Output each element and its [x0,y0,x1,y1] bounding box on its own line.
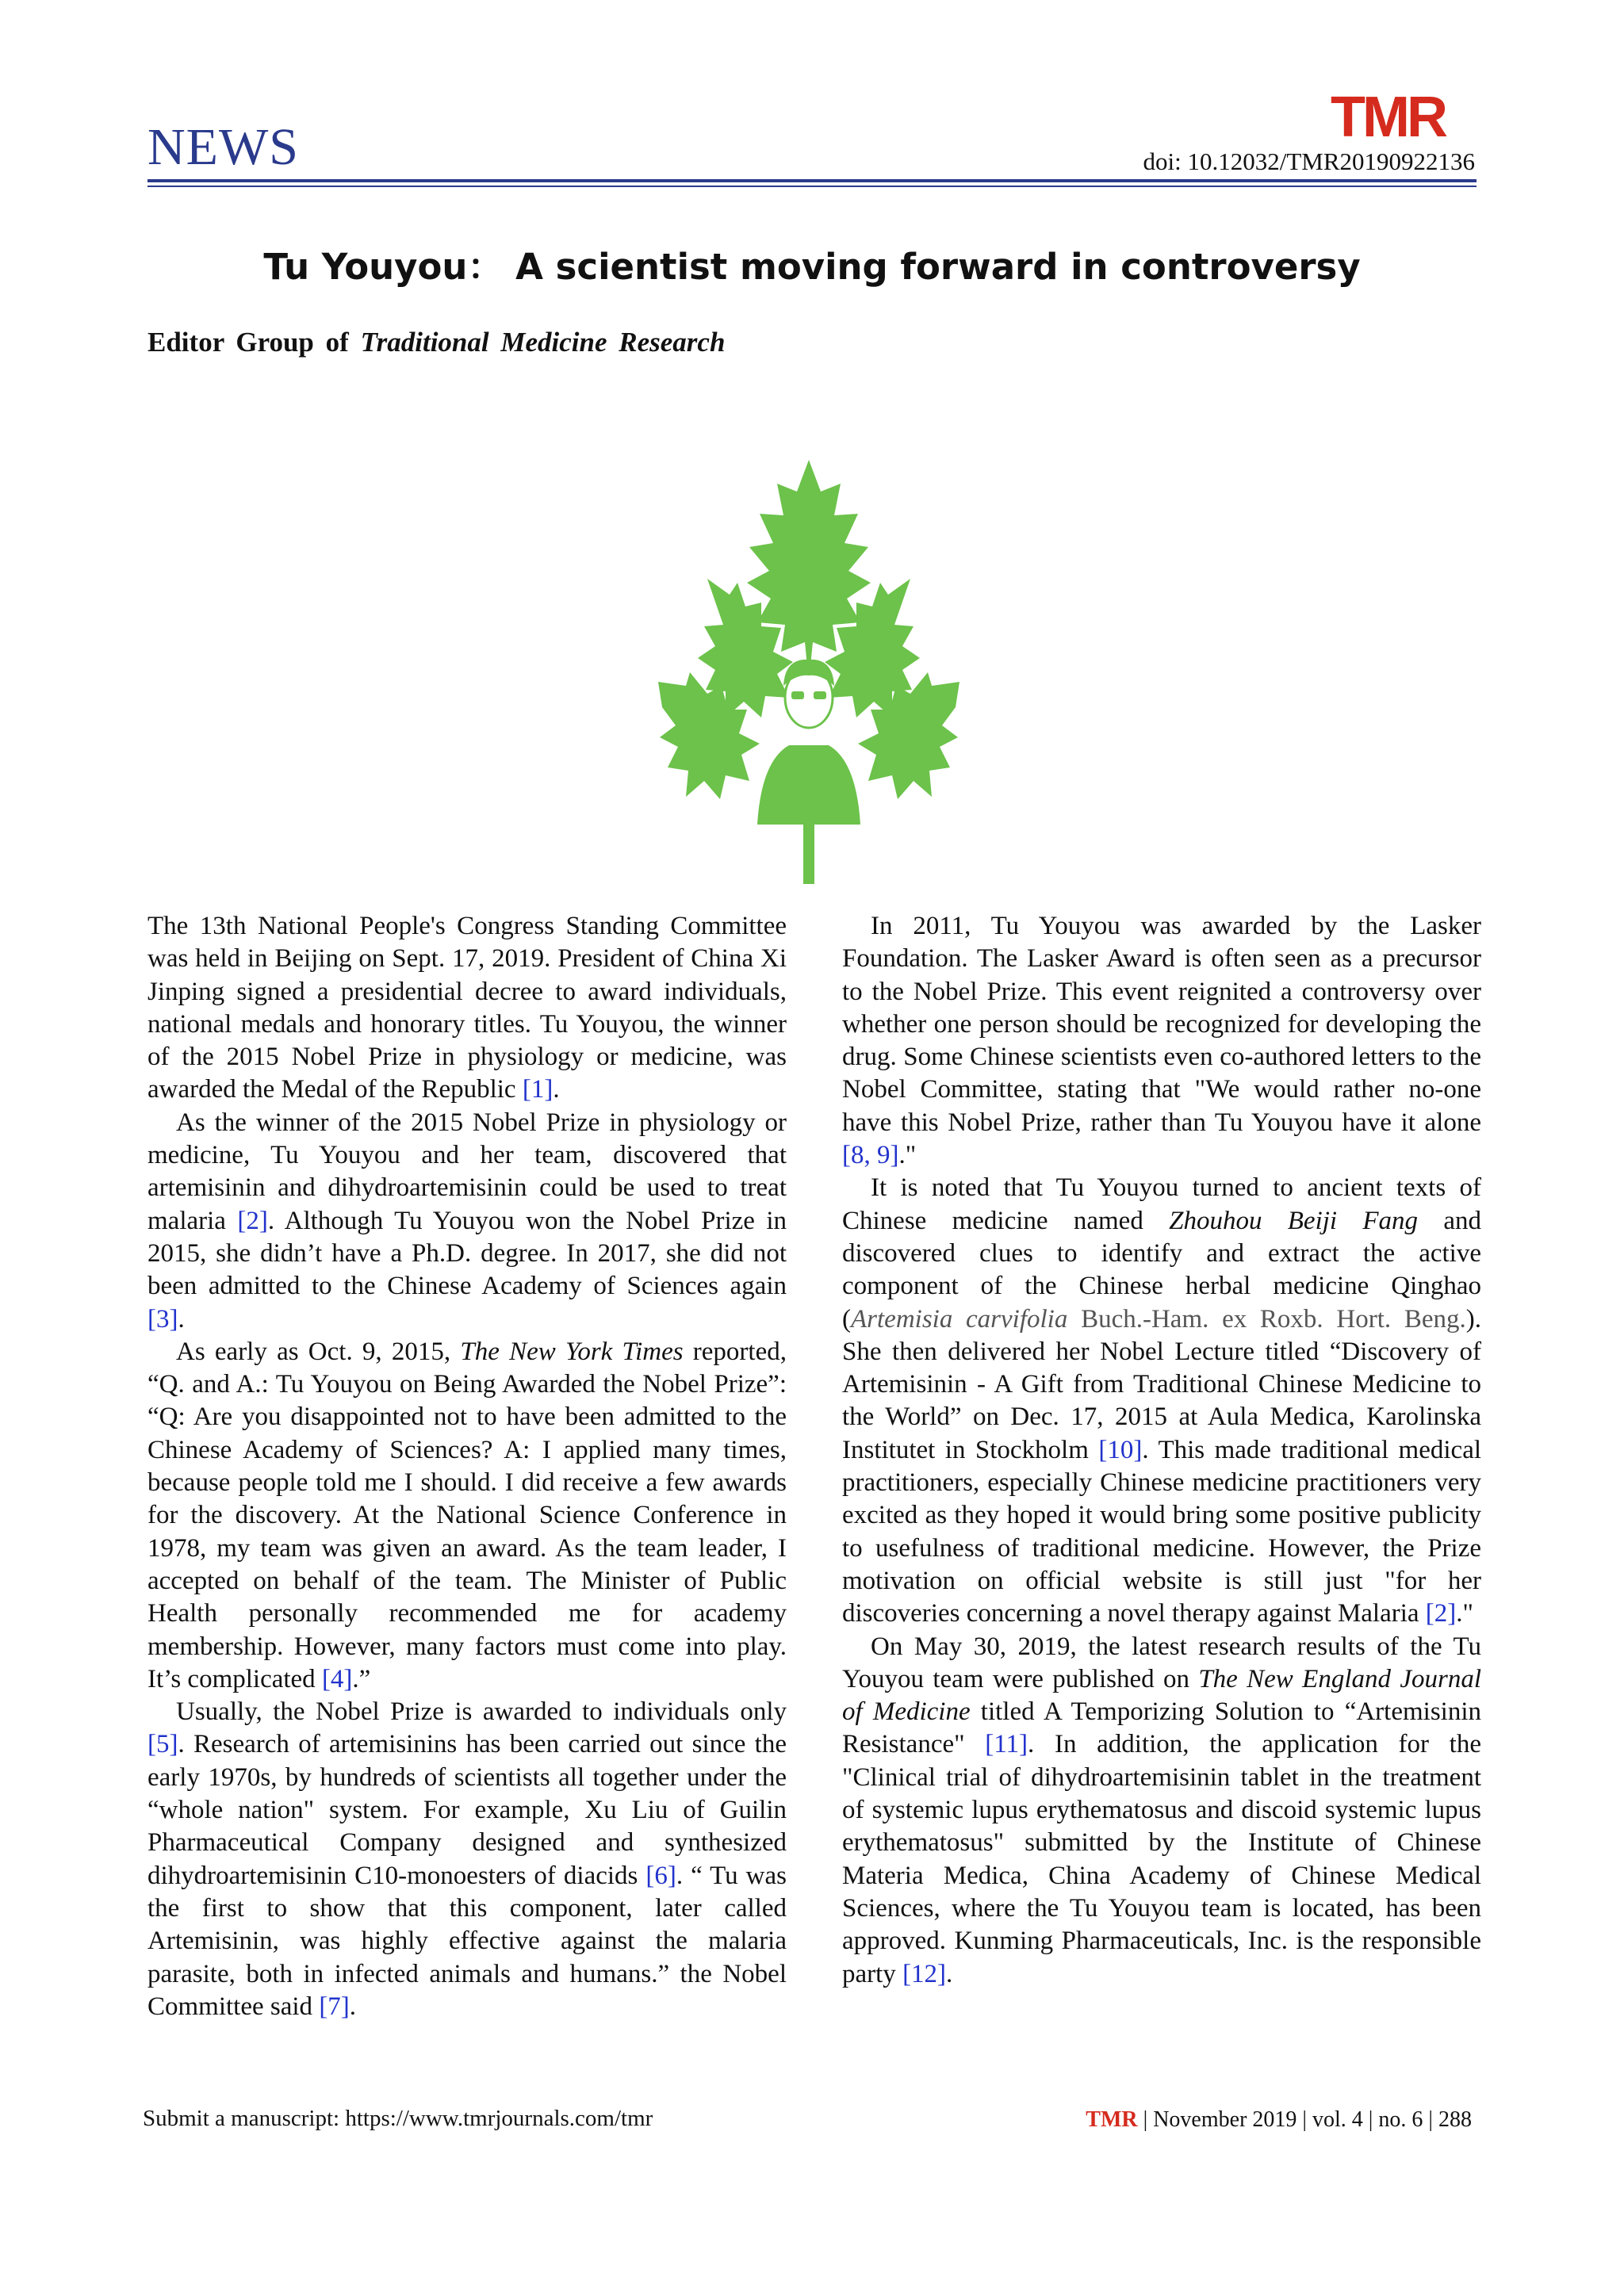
left-column [147,910,787,2023]
doi: doi: 10.12032/TMR20190922136 [1143,147,1475,175]
paragraph: The 13th National People's Congress Standing Committee was held in Beijing on Sept. 17, 2019. President of China Xi Jinping signed a presidential decree to award individuals, national medals and honorary titles. Tu Youyou, the winner of the 2015 Nobel Prize in physiology or medicine, was awarded the Medal of the Republic [1]. [147,912,787,1104]
byline-prefix: Editor Group of [147,327,349,358]
footer-submit-link[interactable]: Submit a manuscript: https://www.tmrjournals.com/tmr [143,2106,653,2131]
paragraph: As early as Oct. 9, 2015, The New York Times reported, “Q. and A.: Tu Youyou on Being Awarded the Nobel Prize”: “Q: Are you disappointed not to have been admitted to the Chinese Academy of Sciences? A: I applied many times, because people told me I should. I did receive a few awards for the discovery. At the National Science Conference in 1978, my team was given an award. As the team leader, I accepted on behalf of the team. The Minister of Public Health personally recommended me for academy membership. However, many factors must come into play. It’s complicated [4].” [147,1337,787,1693]
citation-link[interactable]: [3] [147,1304,178,1334]
paragraph: On May 30, 2019, the latest research results of the Tu Youyou team were published on The New England Journal of Medicine titled A Temporizing Solution to “Artemisinin Resistance" [11]. In addition, the application for the "Clinical trial of dihydroartemisinin tablet in the treatment of systemic lupus erythematosus and discoid systemic lupus erythematosus" submitted by the Institute of Chinese Materia Medica, China Academy of Chinese Medical Sciences, where the Tu Youyou team is located, has been approved. Kunming Pharmaceuticals, Inc. is the responsible party [12]. [842,1632,1481,1988]
tmr-logo[interactable] [1308,89,1467,144]
citation-link[interactable]: [2] [1425,1599,1457,1628]
leaf-stem [803,817,814,884]
citation-link[interactable]: [4] [321,1664,353,1693]
leaf-portrait-illustration [650,444,967,888]
section-label: NEWS [147,118,299,176]
header-rule [147,179,1477,182]
footer-journal: TMR [1086,2107,1138,2132]
citation-link[interactable]: [7] [319,1992,350,2021]
portrait-glasses-right [814,691,826,699]
citation-link[interactable]: [12] [902,1959,947,1988]
citation-link[interactable]: [10] [1098,1435,1143,1464]
citation-link[interactable]: [2] [237,1206,268,1235]
paragraph: As the winner of the 2015 Nobel Prize in physiology or medicine, Tu Youyou and her team, discovered that artemisinin and dihydroartemisinin could be used to treat malaria [2]. Although Tu Youyou won the Nobel Prize in 2015, she didn’t have a Ph.D. degree. In 2017, she did not been admitted to the Chinese Academy of Sciences again [3]. [147,1108,787,1334]
citation-link[interactable]: [8, 9] [842,1141,899,1170]
byline [147,327,725,358]
paragraph: It is noted that Tu Youyou turned to ancient texts of Chinese medicine named Zhouhou Beiji Fang and discovered clues to identify and extract the active component of the Chinese herbal medicine Qinghao (Artemisia carvifolia Buch.-Ham. ex Roxb. Hort. Beng.). She then delivered her Nobel Lecture titled “Discovery of Artemisinin - A Gift from Traditional Chinese Medicine to the World” on Dec. 17, 2015 at Aula Medica, Karolinska Institutet in Stockholm [10]. This made traditional medical practitioners, especially Chinese medicine practitioners very excited as they hoped it would bring some positive publicity to usefulness of traditional medicine. However, the Prize motivation on official website is still just "for her discoveries concerning a novel therapy against Malaria [2]." [842,1173,1482,1628]
citation-link[interactable]: [5] [147,1730,178,1759]
footer-issue-info [1086,2107,1472,2133]
right-column [842,910,1481,1991]
paragraph: Usually, the Nobel Prize is awarded to individuals only [5]. Research of artemisinins has been carried out since the early 1970s, by hundreds of scientists all together under the “whole nation" system. For example, Xu Liu of Guilin Pharmaceutical Company designed and synthesized dihydroartemisinin C10-monoesters of diacids [6]. “ Tu was the first to show that this component, later called Artemisinin, was highly effective against the malaria parasite, both in infected animals and humans.” the Nobel Committee said [7]. [147,1697,787,2021]
tmr-logo-text: TMR [1331,89,1445,144]
header-rule-thin [147,186,1477,187]
citation-link[interactable]: [11] [985,1730,1028,1759]
citation-link[interactable]: [1] [522,1075,553,1104]
paragraph: In 2011, Tu Youyou was awarded by the Lasker Foundation. The Lasker Award is often seen as a precursor to the Nobel Prize. This event reignited a controversy over whether one person should be recognized for developing the drug. Some Chinese scientists even co-authored letters to the Nobel Committee, stating that "We would rather no-one have this Nobel Prize, rather than Tu Youyou have it alone [8, 9]." [842,912,1481,1170]
citation-link[interactable]: [6] [645,1861,676,1890]
portrait-glasses-left [791,691,804,699]
footer-issue: | November 2019 | vol. 4 | no. 6 | 288 [1137,2107,1472,2132]
article-title: Tu Youyou： A scientist moving forward in controversy [263,246,1361,288]
byline-journal: Traditional Medicine Research [360,327,726,358]
